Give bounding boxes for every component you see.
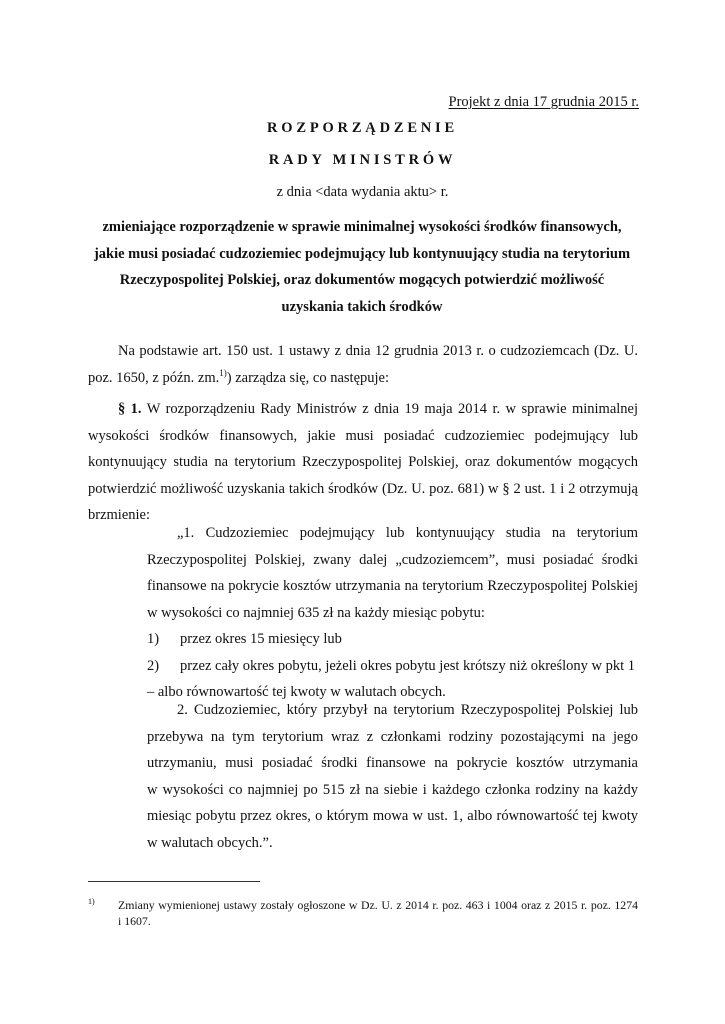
footnote-line: Zmiany wymienionej ustawy zostały ogłoszone w Dz. U. z 2014 r. poz. 463 i 1004 oraz z 2015 r. poz. 1274	[118, 898, 638, 912]
basis-line	[88, 365, 638, 392]
section-text: W rozporządzeniu Rady Ministrów z dnia 19 maja 2014 r. w sprawie minimalnej	[141, 401, 638, 417]
act-type-title: ROZPORZĄDZENIE	[267, 120, 458, 136]
footnote-reference: 1)	[219, 367, 227, 378]
list-item-text: przez cały okres pobytu, jeżeli okres pobytu jest krótszy niż określony w pkt 1	[180, 657, 636, 674]
list-item	[147, 626, 638, 653]
quote-line: „1. Cudzoziemiec podejmujący lub kontynuujący studia na terytorium	[177, 525, 638, 541]
quoted-paragraph-2	[147, 697, 638, 856]
issuer-title: RADY MINISTRÓW	[268, 152, 457, 168]
basis-text: ) zarządza się, co następuje:	[226, 369, 390, 386]
footnote-text	[118, 897, 638, 929]
footnote-line: i 1607.	[118, 914, 151, 928]
section-line	[88, 396, 638, 423]
quote-line: w walutach obcych.”.	[147, 834, 273, 851]
regulation-heading	[82, 214, 642, 320]
legal-basis-paragraph	[88, 338, 638, 391]
quote-line: przebywa na tym terytorium wraz z członkami rodziny pozostającymi na jego	[147, 728, 638, 745]
list-item	[147, 653, 638, 680]
list-item-number: 1)	[147, 631, 160, 647]
issue-date-line: z dnia <data wydania aktu> r.	[276, 184, 449, 200]
section-line: brzmienie:	[88, 507, 151, 523]
quote-line: finansowe na pokrycie kosztów utrzymania na terytorium Rzeczypospolitej Polskiej	[147, 578, 638, 594]
quote-closing-line: – albo równowartość tej kwoty w walutach obcych.	[147, 684, 446, 700]
section-mark: § 1.	[118, 401, 142, 417]
list-item-number: 2)	[147, 657, 160, 674]
heading-line: zmieniające rozporządzenie w sprawie minimalnej wysokości środków finansowych,	[102, 219, 622, 235]
heading-line: Rzeczypospolitej Polskiej, oraz dokumentów mogących potwierdzić możliwość	[119, 272, 605, 288]
quoted-paragraph-1	[147, 520, 638, 706]
quote-line: w wysokości co najmniej 635 zł na każdy miesiąc pobytu:	[147, 604, 485, 621]
section-1-paragraph	[88, 396, 638, 529]
quote-line: utrzymaniu, musi posiadać środki finansowe na pokrycie kosztów utrzymania	[147, 755, 638, 771]
basis-line: Na podstawie art. 150 ust. 1 ustawy z dnia 12 grudnia 2013 r. o cudzoziemcach (Dz. U.	[118, 343, 638, 359]
quote-line: miesiąc pobytu przez okres, o którym mowa w ust. 1, albo równowartość tej kwoty	[147, 808, 638, 824]
footnote-mark: 1)	[88, 897, 95, 906]
footnote	[88, 897, 638, 929]
heading-line: uzyskania takich środków	[281, 298, 443, 315]
quote-line: w wysokości co najmniej po 515 zł na siebie i każdego członka rodziny na każdy	[147, 781, 638, 798]
footnote-row	[88, 897, 638, 929]
heading-line: jakie musi posiadać cudzoziemiec podejmujący lub kontynuujący studia na terytorium	[93, 245, 631, 262]
quote-line: 2. Cudzoziemiec, który przybył na terytorium Rzeczypospolitej Polskiej lub	[177, 702, 638, 718]
quote-line: Rzeczypospolitej Polskiej, zwany dalej „cudzoziemcem”, musi posiadać środki	[147, 551, 638, 568]
section-line: wysokości środków finansowych, jakie musi posiadać cudzoziemiec podejmujący lub	[88, 427, 638, 444]
section-line: kontynuujący studia na terytorium Rzeczypospolitej Polskiej, oraz dokumentów mogących	[88, 454, 638, 470]
basis-text: poz. 1650, z późn. zm.	[88, 369, 220, 386]
section-line: potwierdzić możliwość uzyskania takich środków (Dz. U. poz. 681) w § 2 ust. 1 i 2 otrzymują	[88, 480, 638, 497]
list-item-text: przez okres 15 miesięcy lub	[180, 631, 342, 647]
footnote-separator	[88, 881, 260, 882]
project-date-line: Projekt z dnia 17 grudnia 2015 r.	[448, 94, 639, 110]
